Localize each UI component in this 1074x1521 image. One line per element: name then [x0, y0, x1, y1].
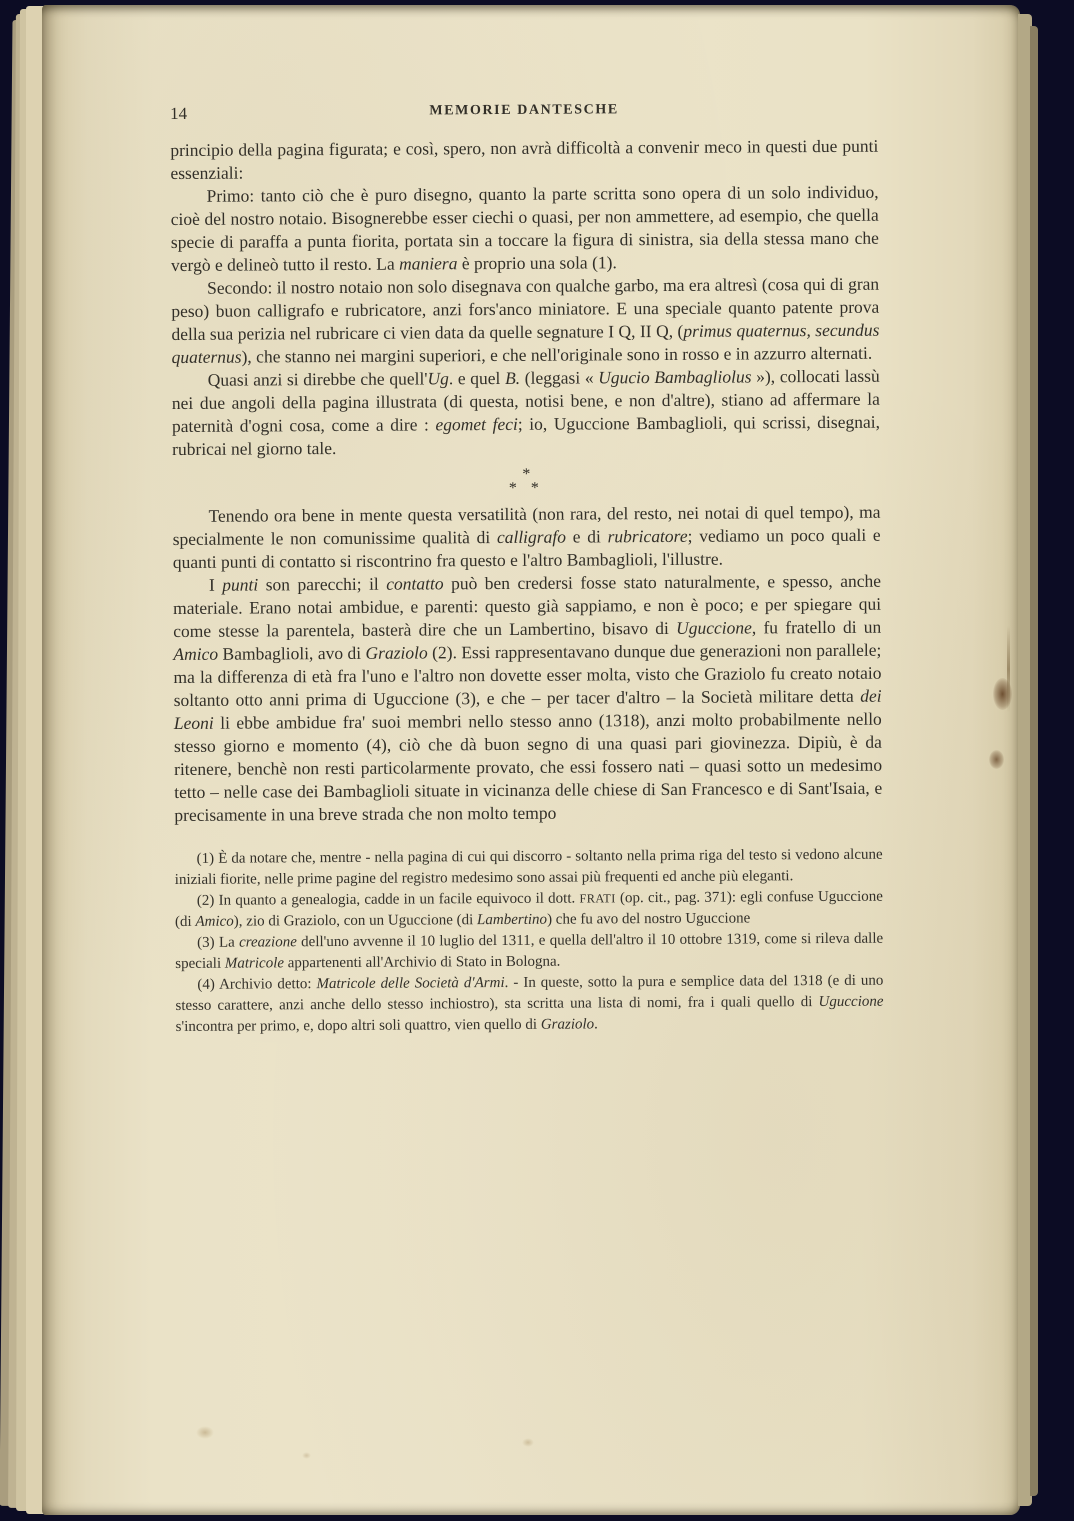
paragraph: Secondo: il nostro notaio non solo disegnava con qualche garbo, ma era altresì (cosa qui di gran peso) buon calligrafo e rubricatore, anzi fors'anco miniatore. E una speciale quanto patente prova della sua perizia nel rubricare ci vien data da quelle segnature I Q, II Q, (primus quaternus, secundus quaternus), che stanno nei margini superiori, e che nell'originale sono in rosso e in azzurro alternati. — [171, 273, 880, 367]
footnote: (3) La creazione dell'uno avvenne il 10 luglio del 1311, e quella dell'altro il 10 ottobre 1319, come si rileva dalle speciali Matricole appartenenti all'Archivio di Stato in Bologna. — [175, 930, 884, 972]
separator-asterisks: * * — [508, 479, 544, 497]
footnote: (4) Archivio detto: Matricole delle Società d'Armi. - In queste, sotto la pura e semplice data del 1318 (e di uno stesso carattere, anzi anche dello stesso inchiostro), sta scritta una lista di nomi, fra i quali quello di Uguccione s'incontra per primo, e, dopo altri soli quattro, vien quello di Graziolo. — [175, 972, 884, 1035]
footnote: (1) È da notare che, mentre - nella pagina di cui qui discorro - soltanto nella prima riga del testo si vedono alcune iniziali fiorite, nelle prime pagine del registro medesimo sono assai più frequenti ed anche più eleganti. — [174, 846, 883, 888]
text-block — [170, 97, 884, 1038]
footnote: (2) In quanto a genealogia, cadde in un facile equivoco il dott. FRATI (op. cit., pag. 371): egli confuse Uguccione (di Amico), zio di Graziolo, con un Uguccione (di Lambertino) che fu avo del nostro Uguccione — [174, 888, 883, 930]
paragraph: Quasi anzi si direbbe che quell'Ug. e quel B. (leggasi « Ugucio Bambagliolus »), collocati lassù nei due angoli della pagina illustrata (di questa, notisi bene, e non d'altre), stiano ad affermare la paternità d'ogni cosa, come a dire : egomet feci; io, Uguccione Bambaglioli, qui scrissi, disegnai, rubricai nel giorno tale. — [171, 365, 881, 459]
body-before — [170, 135, 880, 461]
footnotes — [175, 845, 884, 1038]
body-after — [172, 501, 882, 827]
paragraph: Primo: tanto ciò che è puro disegno, quanto la parte scritta sono opera di un solo individuo, cioè del nostro notaio. Bisognerebbe esser ciechi o quasi, per non ammettere, ad esempio, che quella specie di paraffa a punta fiorita, portata sin a toccare la figura di sinistra, sia della stessa mano che vergò e delineò tutto il resto. La maniera è proprio una sola (1). — [170, 181, 879, 275]
page-header — [170, 97, 878, 127]
section-separator — [172, 466, 880, 498]
page-number: 14 — [170, 103, 188, 123]
paragraph: principio della pagina figurata; e così, spero, non avrà difficoltà a convenir meco in questi due punti essenziali: — [170, 135, 879, 183]
running-header: MEMORIE DANTESCHE — [429, 102, 619, 119]
paragraph: I punti son parecchi; il contatto può ben credersi fosse stato naturalmente, e spesso, anche materiale. Erano notai ambidue, e parenti: questo già sappiamo, e non è poco; e per spiegare qui come stesse la parentela, basterà dire che un Lambertino, bisavo di Uguccione, fu fratello di un Amico Bambaglioli, avo di Graziolo (2). Essi rappresentavano dunque due generazioni non parallele; ma la differenza di età fra l'uno e l'altro non dovette esser molta, visto che Graziolo fu creato notaio soltanto otto anni prima di Uguccione (3), e che – per tacer d'altro – la Società militare detta dei Leoni li ebbe ambidue fra' suoi membri nello stesso anno (1318), anzi molto probabilmente nello stesso giorno e momento (4), ciò che dà buon segno di una quasi pari giovinezza. Dipiù, è da ritenere, benchè non resti particolarmente provato, che essi fossero nati – quasi sotto un medesimo tetto – nelle case dei Bambaglioli situate in vicinanza delle chiese di San Francesco e di Sant'Isaia, e precisamente in una breve strada che non molto tempo — [173, 570, 883, 825]
paragraph: Tenendo ora bene in mente questa versatilità (non rara, del resto, nei notai di quel tempo), ma specialmente le non comunissime qualità di calligrafo e di rubricatore; vediamo un poco quali e quanti punti di contatto si riscontrino fra questo e l'altro Bambaglioli, l'illustre. — [172, 501, 881, 572]
page-edge — [1030, 26, 1038, 1496]
separator-asterisk: * — [522, 465, 531, 483]
book-page — [42, 5, 1020, 1515]
